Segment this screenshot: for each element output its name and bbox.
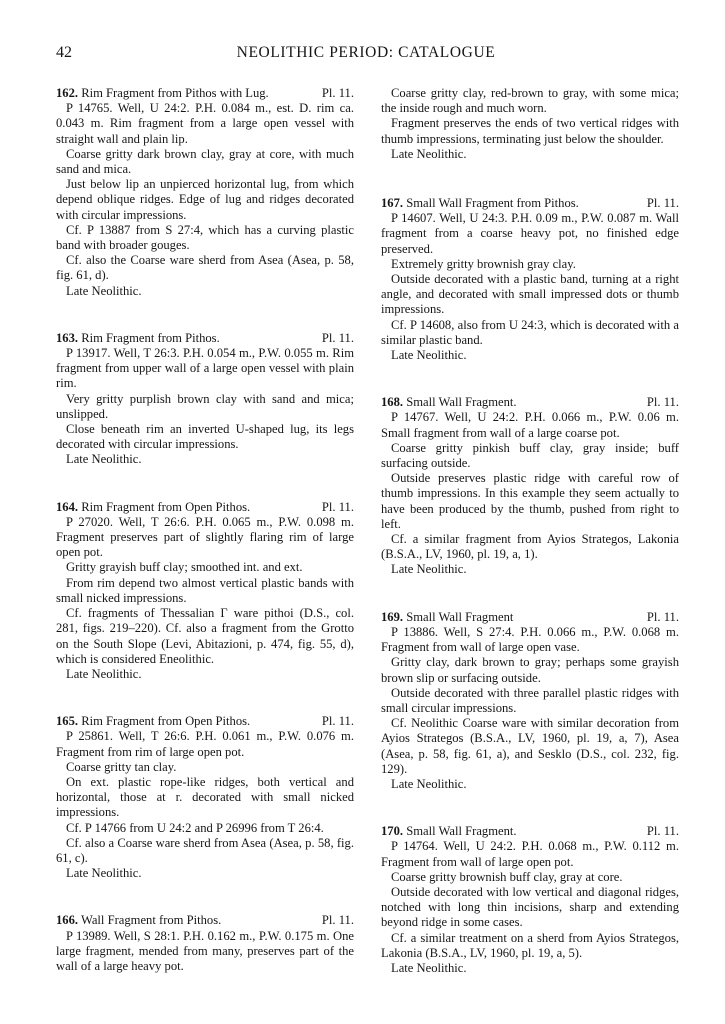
catalogue-entry <box>381 824 679 976</box>
catalogue-entry <box>381 86 679 162</box>
entry-paragraph: P 14764. Well, U 24:2. P.H. 0.068 m., P.W. 0.112 m. Fragment from wall of large open pot. <box>381 839 679 869</box>
plate-reference: Pl. 11. <box>646 824 679 839</box>
entry-number: 169. <box>381 609 404 624</box>
entry-title: Small Wall Fragment <box>406 609 514 624</box>
entry-paragraph: Close beneath rim an inverted U-shaped lug, its legs decorated with circular impressions. <box>56 422 354 452</box>
plate-reference: Pl. 11. <box>321 913 354 928</box>
entry-paragraph: Late Neolithic. <box>391 348 467 363</box>
entry-paragraph: Just below lip an unpierced horizontal lug, from which depend oblique ridges. Edge of lug and ridges decorated with circular impressions. <box>56 177 354 222</box>
entry-paragraph: Very gritty purplish brown clay with sand and mica; unslipped. <box>56 391 354 421</box>
entry-paragraph: Late Neolithic. <box>391 146 467 161</box>
entry-paragraph: On ext. plastic rope-like ridges, both vertical and horizontal, those at r. decorated with small nicked impressions. <box>56 774 354 820</box>
entry-paragraph: Cf. a similar fragment from Ayios Strategos, Lakonia (B.S.A., LV, 1960, pl. 19, a, 1). <box>381 532 679 562</box>
entry-heading <box>56 86 354 101</box>
entry-paragraph: Coarse gritty clay, red-brown to gray, with some mica; the inside rough and much worn. <box>381 86 679 116</box>
entry-number: 165. <box>56 714 79 729</box>
entry-paragraph: P 27020. Well, T 26:6. P.H. 0.065 m., P.W. 0.098 m. Fragment preserves part of slightly flaring rim of large open pot. <box>56 514 354 560</box>
entry-paragraph: Cf. also the Coarse ware sherd from Asea (Asea, p. 58, fig. 61, d). <box>56 253 354 283</box>
entry-heading <box>56 500 354 515</box>
entry-heading <box>56 913 354 928</box>
entry-number: 162. <box>56 86 79 100</box>
entry-paragraph: P 13989. Well, S 28:1. P.H. 0.162 m., P.W. 0.175 m. One large fragment, mended from many, preserves part of the wall of a large heavy pot. <box>56 928 354 973</box>
plate-reference: Pl. 11. <box>321 330 354 345</box>
entry-heading <box>381 395 679 410</box>
entry-heading <box>381 610 679 625</box>
entry-number: 167. <box>381 196 404 211</box>
entry-title: Rim Fragment from Open Pithos. <box>81 499 251 514</box>
catalogue-entry <box>56 500 354 682</box>
plate-reference: Pl. 11. <box>646 395 679 410</box>
entry-paragraph: Cf. P 14608, also from U 24:3, which is decorated with a similar plastic band. <box>381 317 679 347</box>
entry-title: Wall Fragment from Pithos. <box>80 913 222 928</box>
catalogue-entry <box>56 913 354 974</box>
entry-title: Small Wall Fragment. <box>406 395 517 410</box>
entry-title: Small Wall Fragment from Pithos. <box>406 196 579 211</box>
entry-paragraph: Gritty grayish buff clay; smoothed int. and ext. <box>66 560 303 575</box>
entry-number: 166. <box>56 913 79 928</box>
entry-title: Small Wall Fragment. <box>406 824 517 839</box>
entry-paragraph: Fragment preserves the ends of two vertical ridges with thumb impressions, terminating just below the shoulder. <box>381 116 679 146</box>
plate-reference: Pl. 11. <box>646 609 679 624</box>
plate-reference: Pl. 11. <box>321 714 354 729</box>
entry-heading <box>56 714 354 729</box>
entry-paragraph: From rim depend two almost vertical plastic bands with small nicked impressions. <box>56 575 354 605</box>
entry-title: Rim Fragment from Pithos. <box>81 330 220 345</box>
catalogue-entry <box>381 395 679 577</box>
entry-paragraph: Late Neolithic. <box>66 452 142 467</box>
entry-paragraph: Late Neolithic. <box>66 666 142 681</box>
entry-heading <box>381 824 679 839</box>
catalogue-entry <box>56 86 354 299</box>
entry-heading <box>56 331 354 346</box>
entry-paragraph: Coarse gritty pinkish buff clay, gray inside; buff surfacing outside. <box>381 440 679 471</box>
entry-paragraph: Extremely gritty brownish gray clay. <box>391 256 576 271</box>
entry-paragraph: P 14765. Well, U 24:2. P.H. 0.084 m., est. D. rim ca. 0.043 m. Rim fragment from a large open vessel with straight wall and plain lip. <box>56 101 354 146</box>
entry-paragraph: Late Neolithic. <box>391 960 467 975</box>
entry-paragraph: Cf. Neolithic Coarse ware with similar decoration from Ayios Strategos (B.S.A., LV, 1960, pl. 19, a, 7), Asea (Asea, p. 58, fig. 61, a), and Sesklo (D.S., col. 232, fig. 129). <box>381 716 679 776</box>
entry-paragraph: Late Neolithic. <box>66 866 142 881</box>
entry-paragraph: Cf. P 13887 from S 27:4, which has a curving plastic band with broader gouges. <box>56 222 354 253</box>
entry-paragraph: Cf. fragments of Thessalian Γ ware pithoi (D.S., col. 281, figs. 219–220). Cf. also a fragment from the Grotto on the South Slope (Levi, Abitazioni, p. 474, fig. 55, d), which is considered Eneolithic. <box>56 606 354 666</box>
entry-number: 164. <box>56 499 79 514</box>
entry-paragraph: P 13917. Well, T 26:3. P.H. 0.054 m., P.W. 0.055 m. Rim fragment from upper wall of a large open vessel with plain rim. <box>56 346 354 391</box>
entry-paragraph: Coarse gritty dark brown clay, gray at core, with much sand and mica. <box>56 146 354 177</box>
entry-number: 163. <box>56 330 79 345</box>
entry-title: Rim Fragment from Open Pithos. <box>81 714 251 729</box>
entry-heading <box>381 196 679 211</box>
catalogue-entry <box>381 610 679 792</box>
entry-paragraph: Outside decorated with a plastic band, turning at a right angle, and decorated with small impressed dots or thumb impressions. <box>381 272 679 317</box>
entry-paragraph: Outside preserves plastic ridge with careful row of thumb impressions. In this example they seem actually to have been produced by the thumb, pushed from right to left. <box>381 471 679 531</box>
entry-paragraph: Cf. also a Coarse ware sherd from Asea (Asea, p. 58, fig. 61, c). <box>56 835 354 865</box>
entry-paragraph: Cf. a similar treatment on a sherd from Ayios Strategos, Lakonia (B.S.A., LV, 1960, pl. 19, a, 5). <box>381 930 679 960</box>
entry-paragraph: Coarse gritty brownish buff clay, gray at core. <box>391 869 623 884</box>
catalogue-entry <box>381 196 679 363</box>
entry-number: 168. <box>381 395 404 410</box>
page-number: 42 <box>56 44 72 61</box>
entry-paragraph: Late Neolithic. <box>391 776 467 791</box>
entry-paragraph: P 14767. Well, U 24:2. P.H. 0.066 m., P.W. 0.06 m. Small fragment from wall of a large coarse pot. <box>381 410 679 440</box>
running-head: NEOLITHIC PERIOD: CATALOGUE <box>236 44 496 61</box>
entry-paragraph: P 13886. Well, S 27:4. P.H. 0.066 m., P.W. 0.068 m. Fragment from wall of large open vase. <box>381 624 679 655</box>
catalogue-entry <box>56 331 354 468</box>
left-column <box>56 86 354 1006</box>
plate-reference: Pl. 11. <box>646 196 679 211</box>
entry-paragraph: Cf. P 14766 from U 24:2 and P 26996 from T 26:4. <box>66 820 324 835</box>
entry-paragraph: Late Neolithic. <box>66 283 142 298</box>
plate-reference: Pl. 11. <box>321 86 354 100</box>
entry-paragraph: Outside decorated with three parallel plastic ridges with small circular impressions. <box>381 685 679 715</box>
entry-paragraph: P 14607. Well, U 24:3. P.H. 0.09 m., P.W. 0.087 m. Wall fragment from a coarse heavy pot, no finished edge preserved. <box>381 211 679 256</box>
catalogue-entry <box>56 714 354 881</box>
right-column <box>381 86 679 1008</box>
entry-paragraph: Gritty clay, dark brown to gray; perhaps some grayish brown slip or surfacing outside. <box>381 655 679 685</box>
plate-reference: Pl. 11. <box>321 499 354 514</box>
entry-paragraph: Outside decorated with low vertical and diagonal ridges, notched with long thin incisions, sharp and extending beyond ridge in some cases. <box>381 884 679 930</box>
entry-number: 170. <box>381 824 404 839</box>
entry-title: Rim Fragment from Pithos with Lug. <box>81 86 269 100</box>
page-header <box>56 44 676 68</box>
entry-paragraph: P 25861. Well, T 26:6. P.H. 0.061 m., P.W. 0.076 m. Fragment from rim of large open pot. <box>56 729 354 759</box>
entry-paragraph: Late Neolithic. <box>391 562 467 577</box>
entry-paragraph: Coarse gritty tan clay. <box>66 759 177 774</box>
